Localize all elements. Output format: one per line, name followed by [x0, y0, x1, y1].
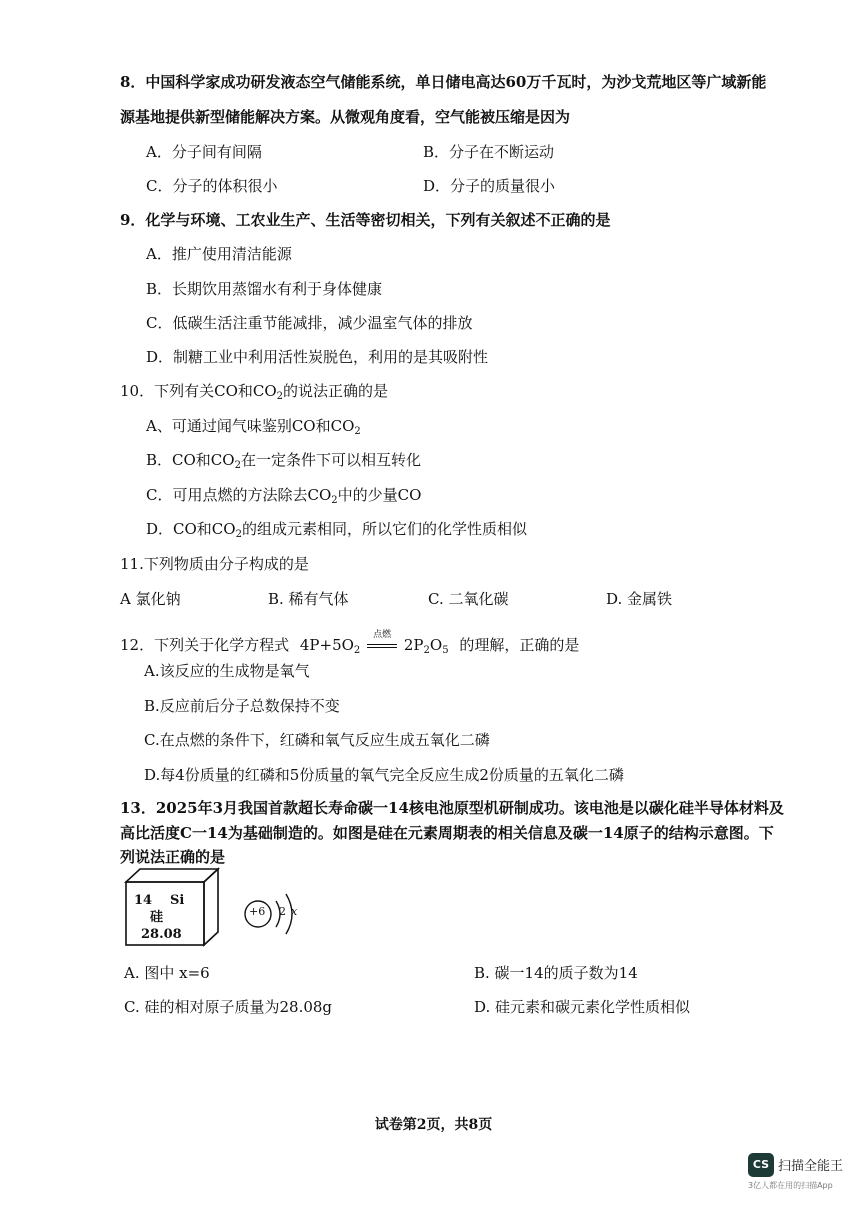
q12-stem: 12．下列关于化学方程式 $4P+5O_2$ 点燃 $2P_2O_5$ 的理解，正确的是: [120, 630, 580, 656]
q8-option-b: B．分子在不断运动: [423, 143, 555, 161]
scanner-logo-icon: CS: [748, 1153, 774, 1177]
q8-stem-line1: 8．中国科学家成功研发液态空气储能系统，单日储电高达60万千瓦时，为沙戈荒地区等广域新能: [120, 73, 767, 91]
equation-arrow: 点燃: [365, 634, 399, 656]
q10-option-c: C．可用点燃的方法除去$CO_2$中的少量CO: [146, 486, 422, 506]
q13-option-b: B. 碳一14的质子数为14: [474, 964, 638, 982]
q13-option-a: A. 图中 x=6: [124, 964, 210, 982]
q8-stem-line2: 源基地提供新型储能解决方案。从微观角度看，空气能被压缩是因为: [120, 108, 571, 126]
shell-2-electrons: x: [291, 905, 298, 918]
q13-stem-line3: 列说法正确的是: [120, 848, 226, 866]
scanner-watermark: [748, 1153, 848, 1193]
element-symbol: Si: [170, 893, 185, 908]
shell-1-electrons: 2: [279, 905, 286, 918]
q10-option-b: B．CO和$CO_2$在一定条件下可以相互转化: [146, 451, 421, 471]
q11-stem: 11.下列物质由分子构成的是: [120, 555, 309, 573]
q11-option-d: D. 金属铁: [606, 590, 673, 608]
q8-option-a: A．分子间有间隔: [146, 143, 262, 161]
q8-option-d: D．分子的质量很小: [423, 177, 556, 195]
nucleus-charge: +6: [249, 905, 266, 918]
q13-option-d: D. 硅元素和碳元素化学性质相似: [474, 998, 691, 1016]
chemical-equation: $4P+5O_2$ 点燃 $2P_2O_5$: [299, 630, 449, 656]
q10-option-a: A、可通过闻气味鉴别CO和$CO_2$: [146, 417, 361, 437]
q12-option-c: C.在点燃的条件下，红磷和氧气反应生成五氧化二磷: [144, 731, 490, 749]
q13-stem-line2: 高比活度C一14为基础制造的。如图是硅在元素周期表的相关信息及碳一14原子的结构示意图。下: [120, 824, 774, 842]
q11-option-a: A 氯化钠: [120, 590, 181, 608]
scanner-app-name: 扫描全能王: [778, 1159, 844, 1174]
q12-option-d: D.每4份质量的红磷和5份质量的氧气完全反应生成2份质量的五氧化二磷: [144, 766, 624, 784]
element-name: 硅: [150, 910, 164, 925]
q11-option-b: B. 稀有气体: [268, 590, 349, 608]
q10-stem: 10．下列有关CO和$CO_2$的说法正确的是: [120, 382, 389, 402]
q11-option-c: C. 二氧化碳: [428, 590, 509, 608]
q13-option-c: C. 硅的相对原子质量为28.08g: [124, 998, 333, 1016]
q9-stem: 9．化学与环境、工农业生产、生活等密切相关，下列有关叙述不正确的是: [120, 211, 611, 229]
element-mass: 28.08: [141, 927, 182, 942]
q12-option-b: B.反应前后分子总数保持不变: [144, 697, 340, 715]
q9-option-b: B．长期饮用蒸馏水有利于身体健康: [146, 280, 383, 298]
q12-option-a: A.该反应的生成物是氧气: [144, 662, 310, 680]
q9-option-a: A．推广使用清洁能源: [146, 245, 292, 263]
q9-option-d: D．制糖工业中利用活性炭脱色，利用的是其吸附性: [146, 348, 489, 366]
q13-stem-line1: 13．2025年3月我国首款超长寿命碳一14核电池原型机研制成功。该电池是以碳化硅半导体材料及: [120, 799, 784, 817]
q9-option-c: C．低碳生活注重节能减排，减少温室气体的排放: [146, 314, 473, 332]
scanner-tagline: 3亿人都在用的扫描App: [748, 1181, 833, 1190]
element-number: 14: [134, 893, 153, 908]
q10-option-d: D．CO和$CO_2$的组成元素相同，所以它们的化学性质相似: [146, 520, 527, 540]
q8-option-c: C．分子的体积很小: [146, 177, 278, 195]
page-footer: 试卷第2页，共8页: [374, 1117, 493, 1133]
